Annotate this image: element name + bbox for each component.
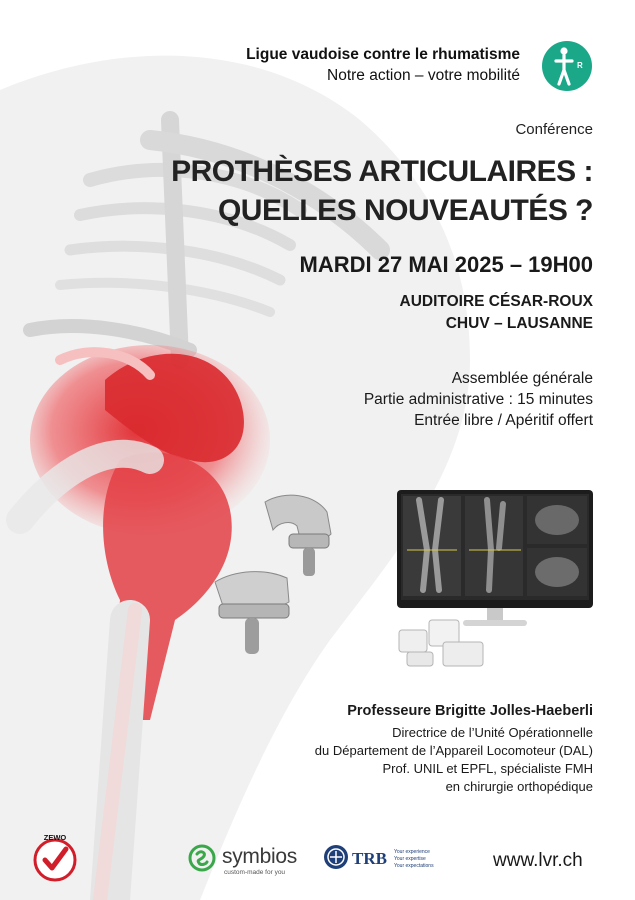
speaker-role-line1: Directrice de l’Unité Opérationnelle (392, 725, 593, 740)
trb-tagline-3: Your expectations (394, 863, 434, 869)
surgical-guides-image (393, 612, 493, 674)
speaker-role-line3: Prof. UNIL et EPFL, spécialiste FMH (382, 761, 593, 776)
speaker-role-line4: en chirurgie orthopédique (445, 779, 593, 794)
event-datetime: MARDI 27 MAI 2025 – 19H00 (299, 252, 593, 277)
event-venue-line1: AUDITOIRE CÉSAR-ROUX (399, 293, 593, 310)
info-admin-part: Partie administrative : 15 minutes (363, 391, 593, 408)
trb-tagline-2: Your expertise (394, 856, 426, 862)
event-title-line1: PROTHÈSES ARTICULAIRES : (171, 155, 593, 188)
event-kicker: Conférence (515, 121, 593, 138)
website-link[interactable]: www.lvr.ch (493, 850, 583, 871)
lvr-logo (541, 40, 593, 92)
symbios-logo-text: symbios (222, 845, 297, 868)
info-entry: Entrée libre / Apéritif offert (414, 412, 593, 429)
trb-logo-icon (322, 843, 350, 871)
speaker-role-line2: du Département de l’Appareil Locomoteur (DAL) (314, 743, 593, 758)
knee-implants-image (205, 490, 345, 660)
zewo-label: ZEWO (43, 833, 67, 842)
event-title-line2: QUELLES NOUVEAUTÉS ? (217, 194, 593, 227)
trb-tagline-1: Your experience (394, 849, 430, 855)
event-venue-line2: CHUV – LAUSANNE (445, 315, 593, 332)
organization-tagline: Notre action – votre mobilité (327, 67, 520, 84)
zewo-seal-icon (32, 832, 78, 884)
symbios-tagline: custom-made for you (224, 869, 286, 876)
info-assembly: Assemblée générale (451, 370, 593, 387)
organization-name: Ligue vaudoise contre le rhumatisme (246, 46, 520, 63)
speaker-name: Professeure Brigitte Jolles-Haeberli (347, 703, 593, 719)
symbios-logo-icon (188, 844, 216, 872)
ct-scan-monitor-image (397, 490, 593, 630)
logo-badge: R (577, 61, 583, 70)
trb-logo-text: TRB (352, 849, 387, 868)
